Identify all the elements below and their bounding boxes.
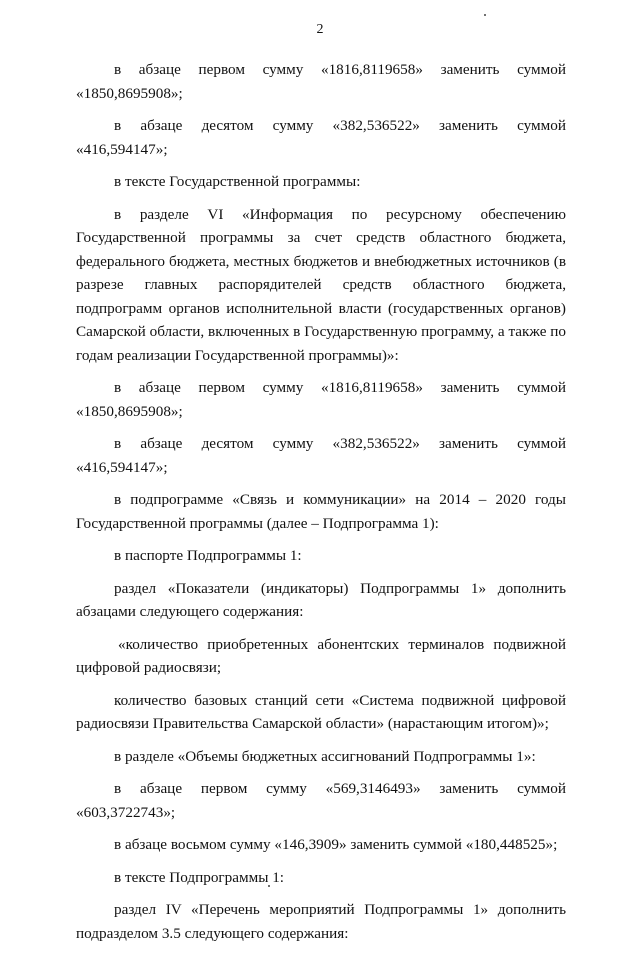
paragraph-10: «количество приобретенных абонентских терминалов подвижной цифровой радиосвязи; (76, 635, 566, 676)
paragraph-3: в тексте Государственной программы: (114, 173, 361, 190)
paragraph-8: в паспорте Подпрограммы 1: (114, 547, 302, 564)
paragraph-7: в подпрограмме «Связь и коммуникации» на 2014 – 2020 годы Государственной программы (далее – Подпрограмма 1): (76, 491, 566, 532)
paragraph-14: в абзаце восьмом сумму «146,3909» заменить суммой «180,448525»; (114, 836, 558, 853)
document-body (76, 58, 566, 954)
paragraph-11: количество базовых станций сети «Система подвижной цифровой радиосвязи Правительства Самарской области» (нарастающим итогом)»; (76, 691, 566, 732)
paragraph-5: в абзаце первом сумму «1816,8119658» заменить суммой «1850,8695908»; (76, 379, 566, 420)
scan-speck (268, 885, 270, 887)
paragraph-2: в абзаце десятом сумму «382,536522» заменить суммой «416,594147»; (76, 117, 566, 158)
paragraph-9: раздел «Показатели (индикаторы) Подпрограммы 1» дополнить абзацами следующего содержания: (76, 579, 566, 620)
paragraph-16: раздел IV «Перечень мероприятий Подпрограммы 1» дополнить подразделом 3.5 следующего содержания: (76, 901, 566, 942)
paragraph-6: в абзаце десятом сумму «382,536522» заменить суммой «416,594147»; (76, 435, 566, 476)
paragraph-15: в тексте Подпрограммы 1: (114, 868, 285, 886)
paragraph-1: в абзаце первом сумму «1816,8119658» заменить суммой «1850,8695908»; (76, 61, 566, 102)
paragraph-4: в разделе VI «Информация по ресурсному обеспечению Государственной программы за счет средств областного бюджета, федерального бюджета, местных бюджетов и внебюджетных источников (в разрезе главных распорядителей средств областного бюджета, подпрограмм органов исполнительной власти (государственных органов) Самарской области, включенных в Государственную программу, а также по годам реализации Государственной программы)»: (76, 205, 566, 364)
paragraph-13: в абзаце первом сумму «569,3146493» заменить суммой «603,3722743»; (76, 780, 566, 821)
scan-speck (484, 14, 486, 16)
paragraph-12: в разделе «Объемы бюджетных ассигнований Подпрограммы 1»: (114, 747, 536, 765)
page-number: 2 (316, 22, 324, 37)
